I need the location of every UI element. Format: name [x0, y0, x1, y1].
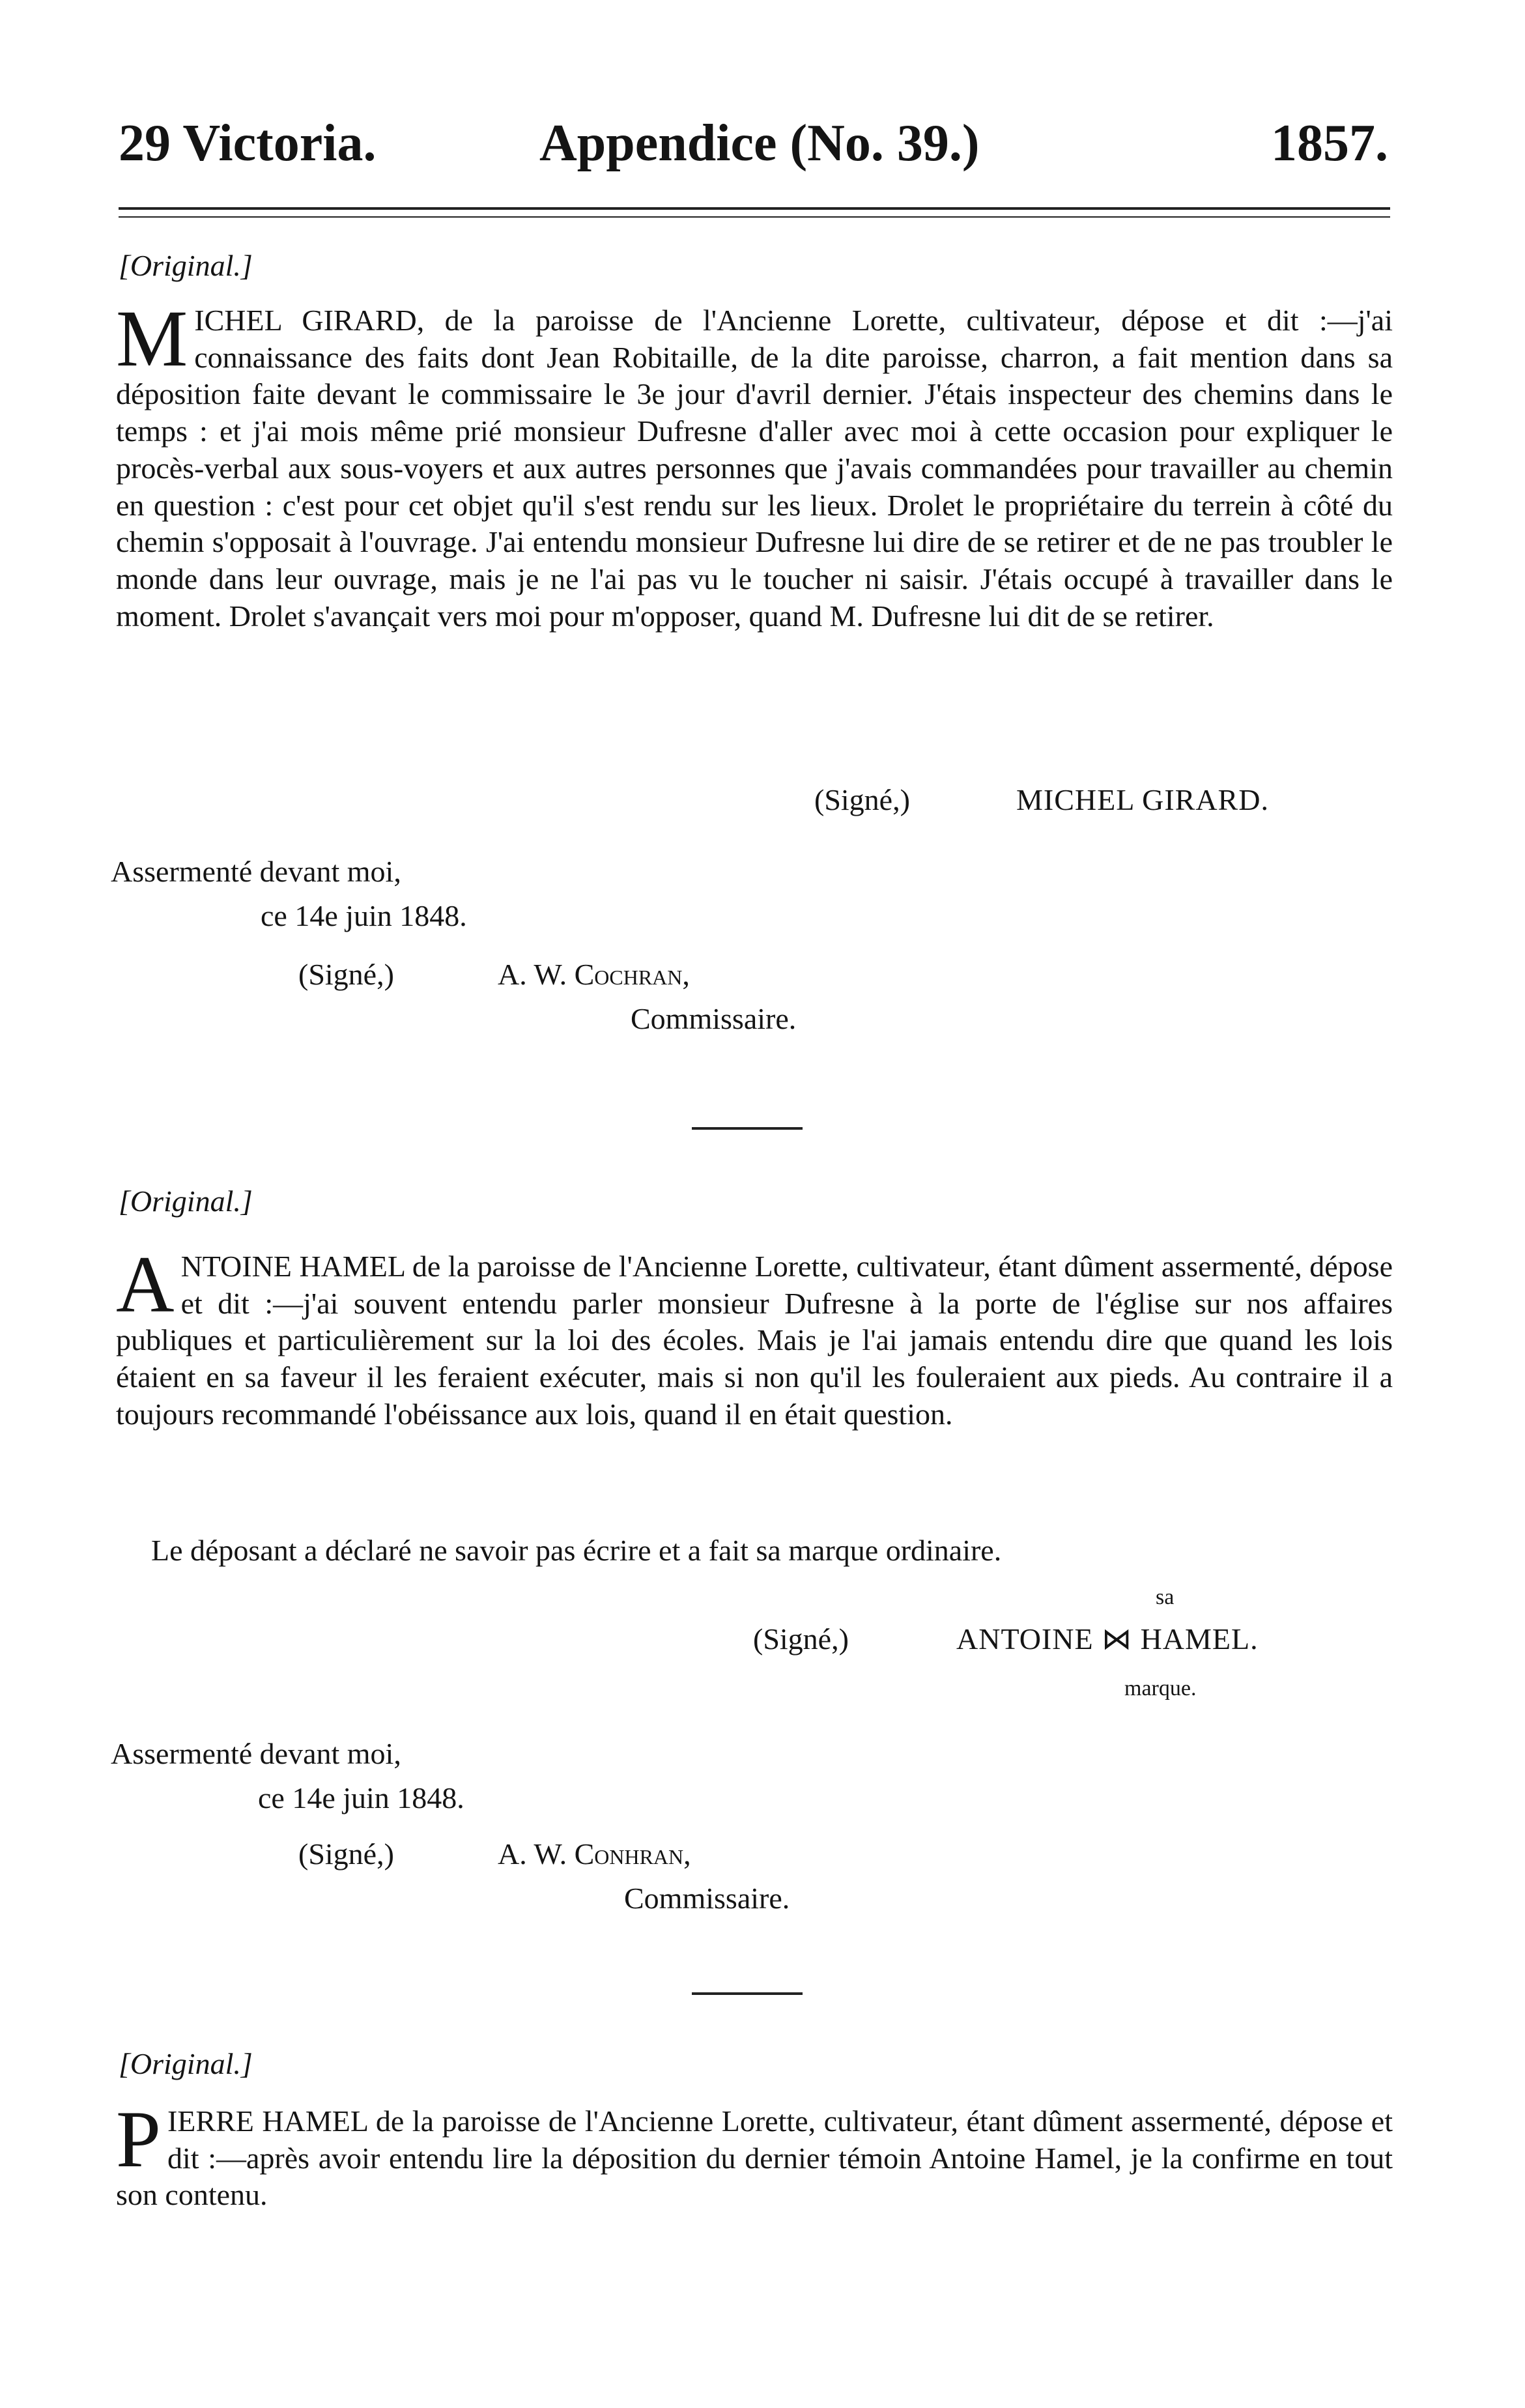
section-1-signed: (Signé,) [814, 783, 910, 816]
section-1-sworn-date: ce 14e juin 1848. [261, 899, 467, 932]
section-2-sworn-date: ce 14e juin 1848. [258, 1781, 464, 1814]
section-3-deposition [116, 2095, 1393, 2214]
section-2-signer [956, 1621, 1259, 1657]
section-2-dropcap: A [116, 1240, 175, 1329]
section-separator-1 [692, 1127, 803, 1130]
header-rule-thin [119, 216, 1390, 218]
section-1-body: ICHEL GIRARD, de la paroisse de l'Ancienne Lorette, cultivateur, dépose et dit :—j'ai connaissance des faits dont Jean Robitaille, de la dite paroisse, charron, a fait mention dans sa déposition faite devant le commissaire le 3e jour d'avril dernier. J'étais inspecteur des chemins dans le temps : et j'ai mois même prié monsieur Dufresne d'aller avec moi à cette occasion pour expliquer le procès-verbal aux sous-voyers et aux autres personnes que j'avais commandées pour travailler au chemin en question : c'est pour cet objet qu'il s'est rendu sur les lieux. Drolet le propriétaire du terrein à côté du chemin s'opposait à l'ouvrage. J'ai entendu monsieur Dufresne lui dire de se retirer et de ne pas troubler le monde dans leur ouvrage, mais je ne l'ai pas vu le toucher ni saisir. J'étais occupé à travailler dans le moment. Drolet s'avançait vers moi pour m'opposer, quand M. Dufresne lui dit de se retirer. [116, 304, 1393, 633]
section-2-commissioner-name: A. W. Conhran, [498, 1837, 691, 1870]
section-1-sworn-before: Assermenté devant moi, [111, 855, 401, 888]
section-2-deposition [116, 1240, 1393, 1433]
section-2-signer-last: HAMEL. [1140, 1622, 1259, 1656]
section-2-label: [Original.] [119, 1184, 253, 1218]
section-1-label: [Original.] [119, 249, 253, 282]
section-2-mark-top: sa [1156, 1585, 1175, 1609]
section-3-label: [Original.] [119, 2047, 253, 2080]
header-rule-thick [119, 207, 1390, 210]
section-separator-2 [692, 1992, 803, 1995]
header-session: 29 Victoria. [119, 115, 377, 172]
section-3-body: IERRE HAMEL de la paroisse de l'Ancienne Lorette, cultivateur, étant dûment assermenté, dépose et dit :—après avoir entendu lire la déposition du dernier témoin Antoine Hamel, je la confirme en tout son contenu. [116, 2104, 1393, 2212]
section-2-mark-bottom: marque. [1124, 1676, 1197, 1700]
section-2-note: Le déposant a déclaré ne savoir pas écrire et a fait sa marque ordinaire. [151, 1534, 1002, 1567]
section-2-signed: (Signé,) [753, 1622, 849, 1656]
section-2-commissioner-signed: (Signé,) [298, 1837, 394, 1870]
section-2-sworn-before: Assermenté devant moi, [111, 1737, 401, 1770]
section-2-signer-first: ANTOINE [956, 1622, 1094, 1656]
header-year: 1857. [1271, 115, 1388, 172]
section-1-commissioner-title: Commissaire. [631, 1002, 797, 1035]
header-appendix: Appendice (No. 39.) [539, 115, 980, 172]
section-1-signer: MICHEL GIRARD. [1016, 783, 1269, 816]
section-1-commissioner-name: A. W. Cochran, [498, 958, 690, 991]
section-1-dropcap: M [116, 294, 188, 383]
section-1-commissioner-signed: (Signé,) [298, 958, 394, 991]
mark-cross-icon: ⋈ [1102, 1622, 1133, 1656]
section-2-body: NTOINE HAMEL de la paroisse de l'Ancienne Lorette, cultivateur, étant dûment assermenté, dépose et dit :—j'ai souvent entendu parler monsieur Dufresne à la porte de l'église sur nos affaires publiques et particulièrement sur la loi des écoles. Mais je l'ai jamais entendu dire que quand les lois étaient en sa faveur il les feraient exécuter, mais si non qu'il les fouleraient aux pieds. Au contraire il a toujours recommandé l'obéissance aux lois, quand il en était question. [116, 1250, 1393, 1431]
section-1-deposition [116, 294, 1393, 635]
section-3-dropcap: P [116, 2095, 161, 2184]
section-2-commissioner-title: Commissaire. [624, 1882, 790, 1915]
